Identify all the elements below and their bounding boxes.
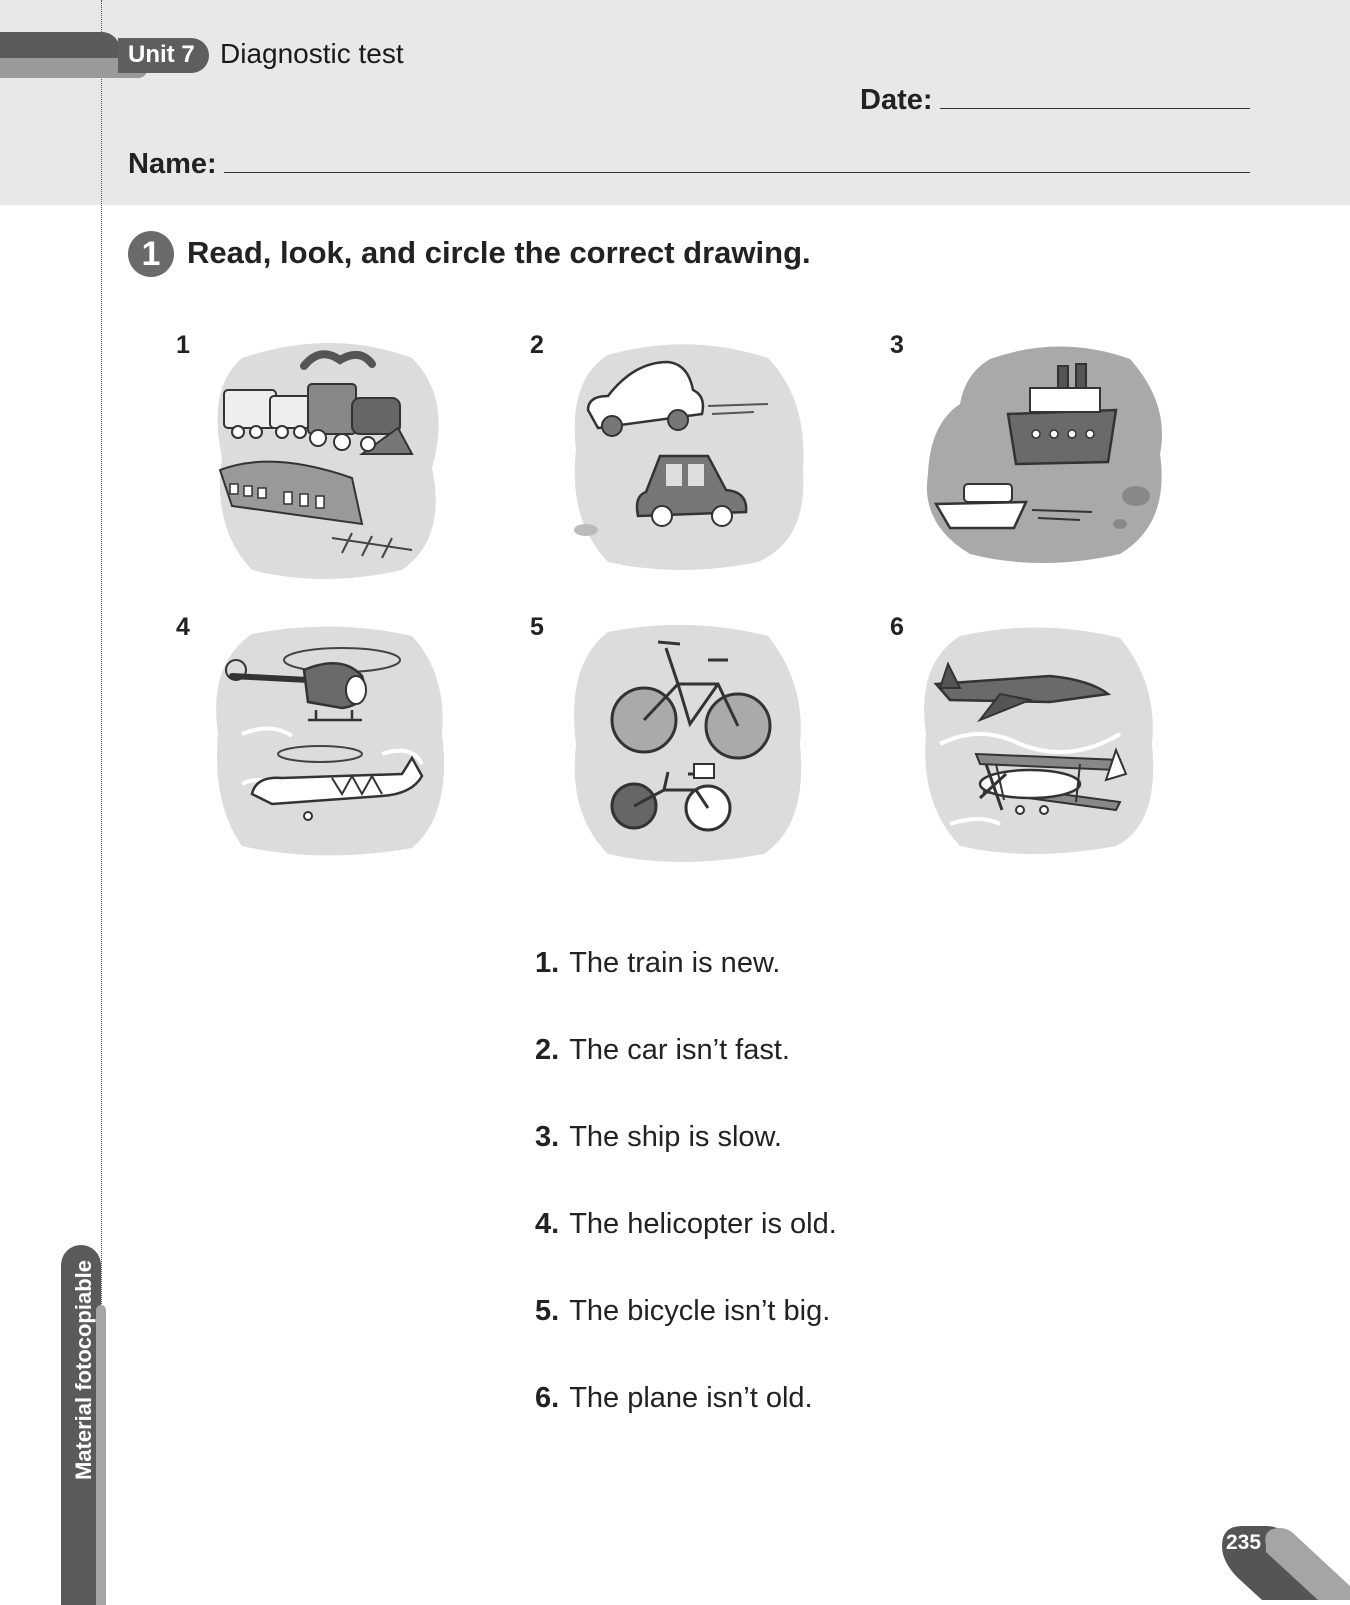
trains-icon[interactable] [212,338,452,583]
sentence-number: 4. [535,1208,560,1240]
page-title: Diagnostic test [220,38,404,69]
sentence-text: The car isn’t fast. [569,1034,790,1066]
page-number: 235 [1226,1531,1262,1554]
sentence-number: 1. [535,947,560,979]
picture-number: 5 [530,613,544,641]
list-item [535,1293,837,1380]
sentence-number: 6. [535,1382,560,1414]
picture-number: 6 [890,613,904,641]
picture-number: 1 [176,331,190,359]
ships-icon[interactable] [920,344,1172,570]
sentence-text: The helicopter is old. [569,1208,837,1240]
sentence-text: The plane isn’t old. [569,1382,813,1414]
list-item [535,945,837,1032]
list-item [535,1206,837,1293]
date-field[interactable] [940,108,1250,109]
picture-number: 4 [176,613,190,641]
list-item [535,1119,837,1206]
date-label: Date: [860,84,933,116]
cars-icon[interactable] [568,340,808,572]
sentence-list [535,945,837,1467]
unit-label: Unit 7 [118,38,209,73]
list-item [535,1380,837,1467]
sentence-text: The bicycle isn’t big. [569,1295,831,1327]
exercise-number: 1 [128,231,174,277]
photocopiable-label: Material fotocopiable [71,1259,96,1481]
sentence-number: 2. [535,1034,560,1066]
sentence-text: The train is new. [569,947,781,979]
sentence-number: 5. [535,1295,560,1327]
sentence-number: 3. [535,1121,560,1153]
picture-number: 3 [890,331,904,359]
page-number-tab [1222,1526,1350,1600]
bicycles-icon[interactable] [568,624,808,868]
planes-icon[interactable] [920,624,1160,860]
list-item [535,1032,837,1119]
helicopters-icon[interactable] [212,624,452,860]
name-field[interactable] [224,172,1250,173]
sidebar-tab-accent [96,1305,106,1605]
name-label: Name: [128,148,217,180]
exercise-instruction: Read, look, and circle the correct drawing. [187,235,811,270]
picture-number: 2 [530,331,544,359]
sentence-text: The ship is slow. [569,1121,782,1153]
